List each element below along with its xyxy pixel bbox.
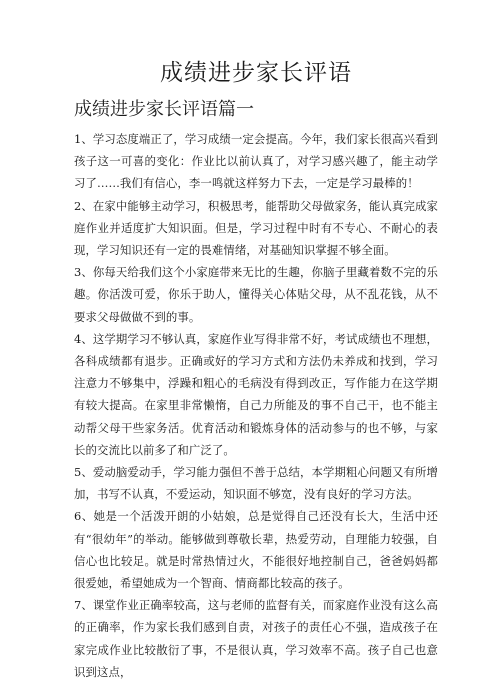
paragraph-1: 1、学习态度端正了，学习成绩一定会提高。今年，我们家长很高兴看到孩子这一可喜的变化：作业比以前认真了，对学习感兴趣了，能主动学习了……我们有信心，李一鸣就这样努力下去，一定是学习最棒的！ [74,132,438,191]
document-title: 成绩进步家长评语 [160,60,352,86]
paragraph-4: 4、这学期学习不够认真，家庭作业写得非常不好，考试成绩也不理想，各科成绩都有退步。正确或好的学习方式和方法仍未养成和找到，学习注意力不够集中，浮躁和粗心的毛病没有得到改正，写作能力在这学期有较大提高。在家里非常懒惰，自己力所能及的事不自己干，也不能主动帮父母干些家务活。优育活动和锻炼身体的活动参与的也不够，与家长的交流比以前多了和广泛了。 [74,331,438,457]
paragraph-2: 2、在家中能够主动学习，积极思考，能帮助父母做家务，能认真完成家庭作业并适度扩大知识面。但是，学习过程中时有不专心、不耐心的表现，学习知识还有一定的畏难情绪，对基础知识掌握不够全面。 [74,198,438,258]
paragraph-5: 5、爱动脑爱动手，学习能力强但不善于总结，本学期粗心问题又有所增加，书写不认真，不爱运动，知识面不够宽，没有良好的学习方法。 [74,465,438,502]
paragraph-6: 6、她是一个活泼开朗的小姑娘，总是觉得自己还没有长大，生活中还有“很幼年”的举动。能够做到尊敬长辈，热爱劳动，自理能力较强，自信心也比较足。就是时常热情过火，不能很好地控制自己，爸爸妈妈都很爱她，希望她成为一个智商、情商都比较高的孩子。 [74,509,438,591]
paragraph-list [74,128,438,683]
paragraph-3: 3、你每天给我们这个小家庭带来无比的生趣，你脑子里藏着数不完的乐趣。你活泼可爱，你乐于助人，懂得关心体贴父母，从不乱花钱，从不要求父母做做不到的事。 [74,265,438,324]
paragraph-7: 7、课堂作业正确率较高，这与老师的监督有关，而家庭作业没有这么高的正确率，作为家长我们感到自责，对孩子的责任心不强，造成孩子在家完成作业比较散衍了事，不是很认真，学习效率不高。孩子自己也意识到这点， [74,598,438,679]
section-title: 成绩进步家长评语篇一 [74,99,254,120]
